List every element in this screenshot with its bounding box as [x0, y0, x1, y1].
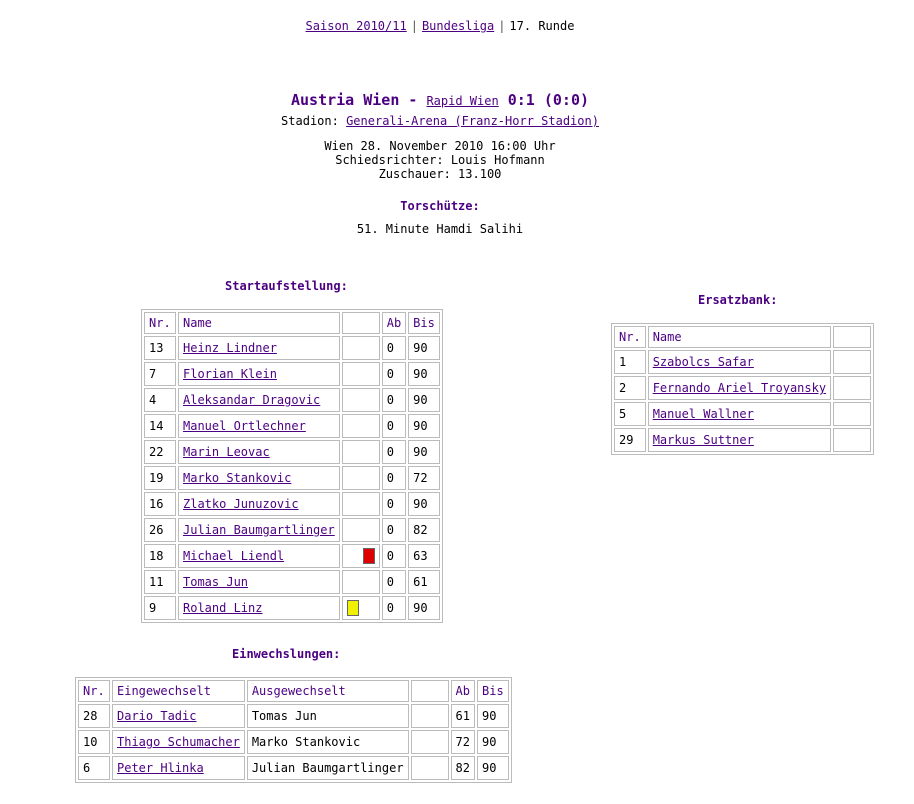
- column-header: [342, 312, 380, 334]
- season-link[interactable]: Saison 2010/11: [305, 19, 407, 33]
- minute-to: 72: [408, 466, 440, 490]
- match-datetime: Wien 28. November 2010 16:00 Uhr: [324, 139, 556, 153]
- table-row: [144, 596, 440, 620]
- scorer-entry: 51. Minute Hamdi Salihi: [356, 222, 524, 236]
- table-row: [614, 350, 871, 374]
- player-in-link[interactable]: Dario Tadic: [117, 709, 197, 723]
- minute-from: 0: [382, 492, 406, 516]
- empty-cell: [833, 350, 871, 374]
- table-row: [144, 336, 440, 360]
- table-header-row: [614, 326, 871, 348]
- empty-cell: [833, 402, 871, 426]
- player-link-cell: [648, 402, 831, 426]
- player-out: Marko Stankovic: [247, 730, 409, 754]
- column-header: Bis: [408, 312, 440, 334]
- card-cell: [342, 336, 380, 360]
- empty-cell: [411, 704, 449, 728]
- player-link[interactable]: Manuel Ortlechner: [183, 419, 306, 433]
- minute-from: 0: [382, 440, 406, 464]
- table-row: [78, 730, 509, 754]
- minute-from: 0: [382, 336, 406, 360]
- player-link-cell: [178, 388, 340, 412]
- red-card-icon: [363, 548, 375, 564]
- card-cell: [342, 362, 380, 386]
- player-in-link-cell: [112, 756, 245, 780]
- minute-to: 63: [408, 544, 440, 568]
- match-referee: Schiedsrichter: Louis Hofmann: [335, 153, 545, 167]
- minute-to: 61: [408, 570, 440, 594]
- yellow-card-icon: [347, 600, 359, 616]
- empty-cell: [411, 756, 449, 780]
- player-number: 6: [78, 756, 110, 780]
- column-header: Ab: [382, 312, 406, 334]
- table-row: [144, 414, 440, 438]
- player-link-cell: [178, 596, 340, 620]
- minute-from: 82: [451, 756, 475, 780]
- player-link[interactable]: Markus Suttner: [652, 433, 754, 447]
- stadium-label: Stadion:: [281, 114, 339, 128]
- subs-heading: Einwechslungen:: [232, 647, 341, 661]
- subs-table: [75, 677, 512, 783]
- player-link-cell: [178, 362, 340, 386]
- player-number: 10: [78, 730, 110, 754]
- column-header: Ab: [451, 680, 475, 702]
- minute-from: 0: [382, 414, 406, 438]
- player-link-cell: [178, 440, 340, 464]
- table-header-row: [78, 680, 509, 702]
- player-in-link-cell: [112, 704, 245, 728]
- away-team-link[interactable]: Rapid Wien: [426, 94, 499, 108]
- table-row: [144, 570, 440, 594]
- player-number: 22: [144, 440, 176, 464]
- player-link-cell: [178, 336, 340, 360]
- player-link-cell: [648, 428, 831, 452]
- empty-cell: [411, 730, 449, 754]
- player-number: 4: [144, 388, 176, 412]
- match-header: [0, 91, 880, 128]
- minute-to: 82: [408, 518, 440, 542]
- player-in-link-cell: [112, 730, 245, 754]
- match-title: [0, 91, 880, 109]
- player-link[interactable]: Roland Linz: [183, 601, 263, 615]
- player-link[interactable]: Marin Leovac: [183, 445, 270, 459]
- table-row: [614, 402, 871, 426]
- minute-from: 72: [451, 730, 475, 754]
- player-link[interactable]: Aleksandar Dragovic: [183, 393, 321, 407]
- match-attendance: Zuschauer: 13.100: [378, 167, 502, 181]
- card-cell: [342, 492, 380, 516]
- player-number: 26: [144, 518, 176, 542]
- player-number: 13: [144, 336, 176, 360]
- table-row: [144, 388, 440, 412]
- player-link[interactable]: Heinz Lindner: [183, 341, 277, 355]
- minute-to: 90: [408, 596, 440, 620]
- card-cell: [342, 440, 380, 464]
- match-score: 0:1 (0:0): [507, 91, 590, 109]
- minute-from: 0: [382, 544, 406, 568]
- match-info: [0, 139, 880, 181]
- card-cell: [342, 466, 380, 490]
- player-number: 28: [78, 704, 110, 728]
- column-header: [411, 680, 449, 702]
- column-header: Eingewechselt: [112, 680, 245, 702]
- minute-to: 90: [408, 362, 440, 386]
- player-link-cell: [178, 466, 340, 490]
- table-row: [614, 428, 871, 452]
- scorers-heading: Torschütze:: [400, 199, 480, 213]
- breadcrumb-separator: |: [410, 19, 418, 33]
- table-row: [144, 518, 440, 542]
- minute-from: 0: [382, 596, 406, 620]
- breadcrumb: [0, 19, 880, 33]
- empty-cell: [833, 376, 871, 400]
- column-header: Name: [178, 312, 340, 334]
- card-cell: [342, 596, 380, 620]
- player-link[interactable]: Michael Liendl: [183, 549, 285, 563]
- player-link[interactable]: Florian Klein: [183, 367, 277, 381]
- card-cell: [342, 518, 380, 542]
- minute-to: 90: [408, 388, 440, 412]
- player-link-cell: [178, 492, 340, 516]
- table-header-row: [144, 312, 440, 334]
- breadcrumb-separator: |: [498, 19, 506, 33]
- player-link-cell: [178, 518, 340, 542]
- player-number: 16: [144, 492, 176, 516]
- column-header: Ausgewechselt: [247, 680, 409, 702]
- minute-from: 0: [382, 388, 406, 412]
- home-team: Austria Wien: [290, 91, 400, 109]
- player-link[interactable]: Zlatko Junuzovic: [183, 497, 299, 511]
- table-row: [78, 756, 509, 780]
- card-cell: [342, 414, 380, 438]
- column-header: Nr.: [78, 680, 110, 702]
- column-header: Nr.: [144, 312, 176, 334]
- player-number: 29: [614, 428, 646, 452]
- column-header: Nr.: [614, 326, 646, 348]
- player-link[interactable]: Tomas Jun: [183, 575, 249, 589]
- player-link-cell: [178, 544, 340, 568]
- stadium-link[interactable]: Generali-Arena (Franz-Horr Stadion): [346, 114, 599, 128]
- player-number: 1: [614, 350, 646, 374]
- empty-cell: [833, 428, 871, 452]
- player-in-link[interactable]: Thiago Schumacher: [117, 735, 240, 749]
- table-row: [144, 544, 440, 568]
- player-number: 9: [144, 596, 176, 620]
- player-link[interactable]: Marko Stankovic: [183, 471, 292, 485]
- minute-to: 90: [477, 730, 509, 754]
- minute-to: 90: [408, 492, 440, 516]
- table-row: [144, 492, 440, 516]
- minute-to: 90: [408, 414, 440, 438]
- bench-table: [611, 323, 874, 455]
- minute-from: 61: [451, 704, 475, 728]
- player-link[interactable]: Szabolcs Safar: [652, 355, 754, 369]
- minute-to: 90: [408, 336, 440, 360]
- player-number: 7: [144, 362, 176, 386]
- player-number: 5: [614, 402, 646, 426]
- minute-to: 90: [408, 440, 440, 464]
- column-header: Name: [648, 326, 831, 348]
- player-out: Tomas Jun: [247, 704, 409, 728]
- lineup-heading: Startaufstellung:: [225, 279, 348, 293]
- league-link[interactable]: Bundesliga: [421, 19, 495, 33]
- player-number: 14: [144, 414, 176, 438]
- player-in-link[interactable]: Peter Hlinka: [117, 761, 204, 775]
- minute-to: 90: [477, 704, 509, 728]
- minute-from: 0: [382, 362, 406, 386]
- column-header: Bis: [477, 680, 509, 702]
- minute-from: 0: [382, 570, 406, 594]
- bench-heading: Ersatzbank:: [698, 293, 778, 307]
- player-link-cell: [648, 350, 831, 374]
- player-link[interactable]: Fernando Ariel Troyansky: [652, 381, 827, 395]
- player-number: 18: [144, 544, 176, 568]
- player-number: 11: [144, 570, 176, 594]
- card-cell: [342, 544, 380, 568]
- minute-from: 0: [382, 518, 406, 542]
- player-number: 2: [614, 376, 646, 400]
- player-link-cell: [178, 414, 340, 438]
- card-cell: [342, 570, 380, 594]
- table-row: [144, 362, 440, 386]
- player-number: 19: [144, 466, 176, 490]
- player-out: Julian Baumgartlinger: [247, 756, 409, 780]
- round-label: 17. Runde: [509, 19, 575, 33]
- minute-to: 90: [477, 756, 509, 780]
- stadium-line: [0, 114, 880, 128]
- table-row: [78, 704, 509, 728]
- lineup-table: [141, 309, 443, 623]
- card-cell: [342, 388, 380, 412]
- team-dash: -: [408, 91, 418, 109]
- player-link[interactable]: Julian Baumgartlinger: [183, 523, 335, 537]
- table-row: [614, 376, 871, 400]
- player-link-cell: [178, 570, 340, 594]
- player-link[interactable]: Manuel Wallner: [652, 407, 754, 421]
- minute-from: 0: [382, 466, 406, 490]
- scorers-list: [0, 222, 880, 236]
- player-link-cell: [648, 376, 831, 400]
- table-row: [144, 466, 440, 490]
- column-header: [833, 326, 871, 348]
- table-row: [144, 440, 440, 464]
